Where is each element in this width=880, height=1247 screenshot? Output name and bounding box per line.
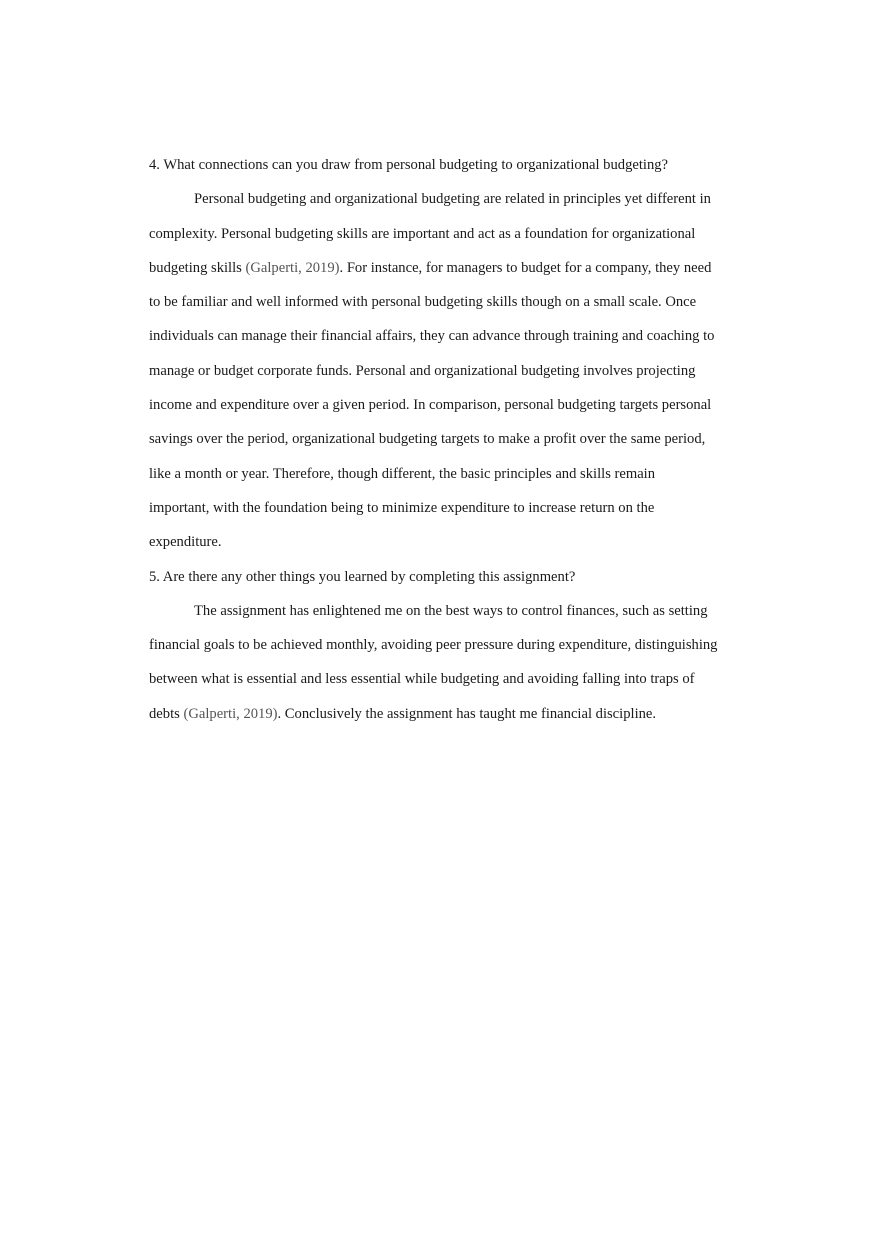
document-body [149,148,739,731]
answer-line: to be familiar and well informed with personal budgeting skills though on a small scale. Once [149,294,697,311]
question-4-answer [149,182,739,559]
answer-text: . For instance, for managers to budget for a company, they need [339,259,712,276]
answer-text: debts [149,705,184,722]
answer-line: financial goals to be achieved monthly, avoiding peer pressure during expenditure, distinguishing [149,637,718,654]
answer-line: individuals can manage their financial affairs, they can advance through training and coaching to [149,328,715,345]
answer-line: The assignment has enlightened me on the best ways to control finances, such as setting [194,602,708,619]
answer-line: income and expenditure over a given period. In comparison, personal budgeting targets personal [149,397,712,414]
answer-line: complexity. Personal budgeting skills are important and act as a foundation for organizational [149,225,696,242]
question-4-heading: 4. What connections can you draw from personal budgeting to organizational budgeting? [149,157,669,173]
question-5-heading: 5. Are there any other things you learned by completing this assignment? [149,568,576,585]
answer-line: manage or budget corporate funds. Personal and organizational budgeting involves projecting [149,362,696,379]
answer-line [149,697,739,731]
answer-text: budgeting skills [149,259,246,276]
answer-line: savings over the period, organizational budgeting targets to make a profit over the same period, [149,431,706,448]
question-5-answer [149,594,739,731]
answer-text: . Conclusively the assignment has taught me financial discipline. [277,705,657,722]
answer-line [149,251,739,285]
answer-line: Personal budgeting and organizational budgeting are related in principles yet different in [194,191,711,208]
citation: (Galperti, 2019) [245,259,340,276]
citation: (Galperti, 2019) [183,705,278,722]
answer-line: important, with the foundation being to minimize expenditure to increase return on the [149,499,655,516]
answer-line: between what is essential and less essential while budgeting and avoiding falling into traps of [149,671,695,688]
answer-line: expenditure. [149,534,222,551]
answer-line: like a month or year. Therefore, though different, the basic principles and skills remain [149,465,656,482]
